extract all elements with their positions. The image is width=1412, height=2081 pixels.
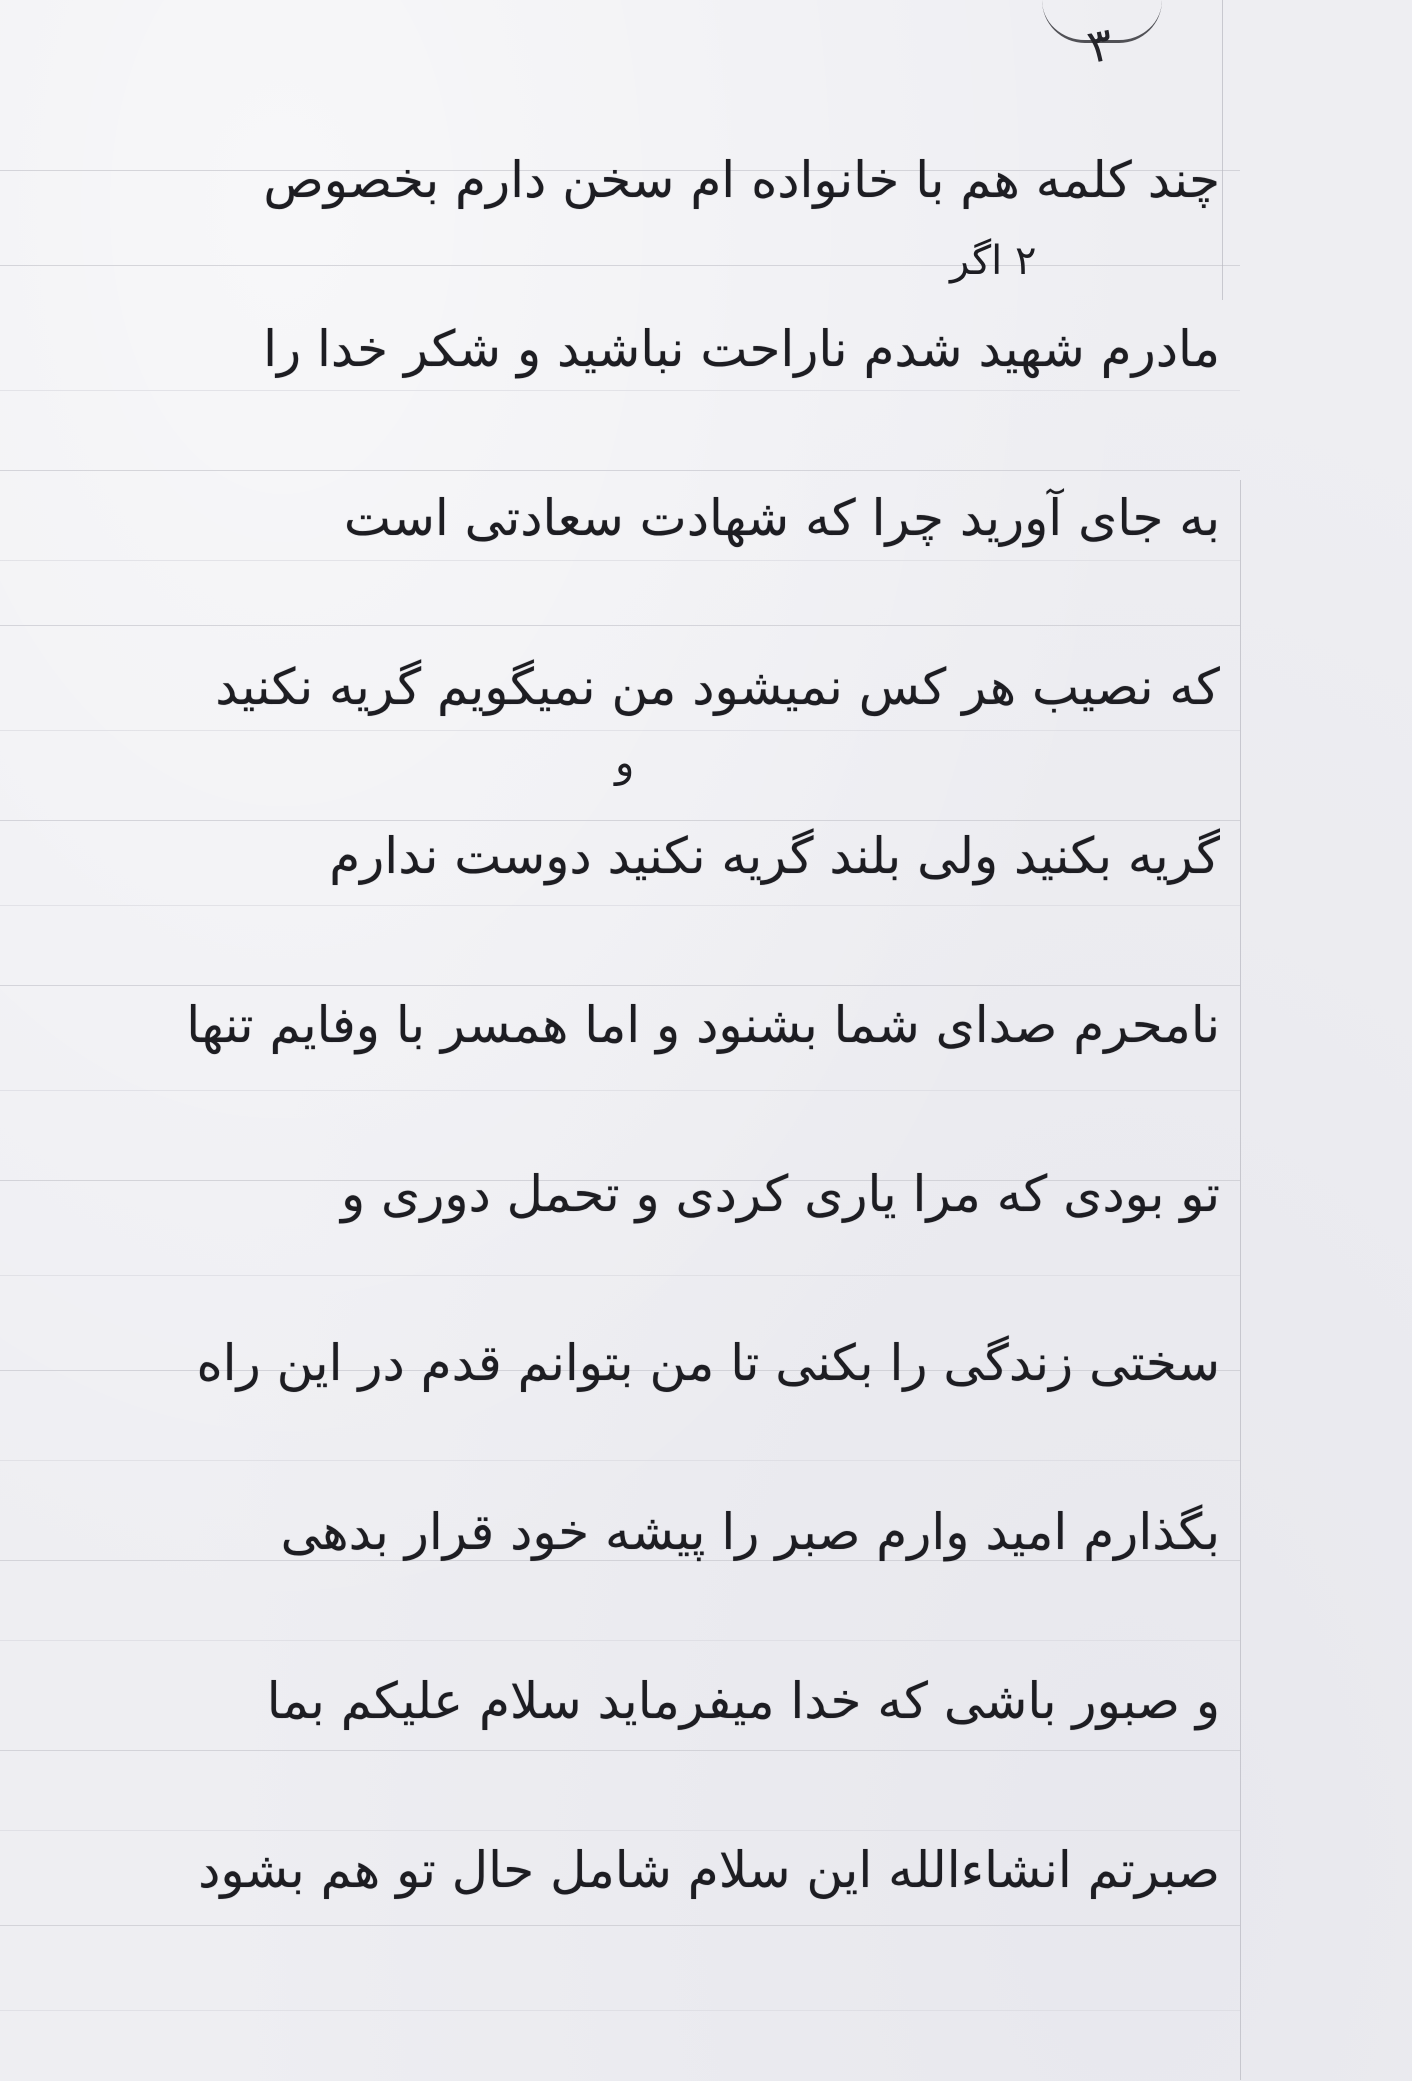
ruled-line	[0, 2010, 1240, 2011]
letter-line: تو بودی که مرا یاری کردی و تحمل دوری و	[341, 1165, 1220, 1223]
interlinear-insert: و	[615, 740, 635, 786]
letter-line: مادرم شهید شدم ناراحت نباشید و شکر خدا را	[263, 320, 1220, 378]
letter-line: نامحرم صدای شما بشنود و اما همسر با وفایم تنها	[186, 996, 1220, 1054]
letter-line: گریه بکنید ولی بلند گریه نکنید دوست ندارم	[329, 827, 1220, 885]
letter-line: چند کلمه هم با خانواده ام سخن دارم بخصوص	[263, 151, 1220, 209]
margin-line	[1240, 480, 1241, 2080]
margin-line	[1222, 0, 1223, 300]
letter-line: که نصیب هر کس نمیشود من نمیگویم گریه نکنید	[215, 658, 1220, 716]
letter-line: و صبور باشی که خدا میفرماید سلام علیکم بما	[266, 1672, 1220, 1730]
letter-line: سختی زندگی را بکنی تا من بتوانم قدم در این راه	[196, 1334, 1220, 1392]
letter-line: به جای آورید چرا که شهادت سعادتی است	[343, 489, 1220, 547]
page-number: ۳	[1082, 16, 1119, 74]
letter-body	[20, 150, 1220, 1900]
letter-line: صبرتم انشاءالله این سلام شامل حال تو هم بشود	[198, 1841, 1220, 1899]
ruled-line	[0, 1925, 1240, 1926]
letter-line: بگذارم امید وارم صبر را پیشه خود قرار بدهی	[280, 1503, 1220, 1561]
interlinear-insert: ۲ اگر	[950, 238, 1037, 284]
